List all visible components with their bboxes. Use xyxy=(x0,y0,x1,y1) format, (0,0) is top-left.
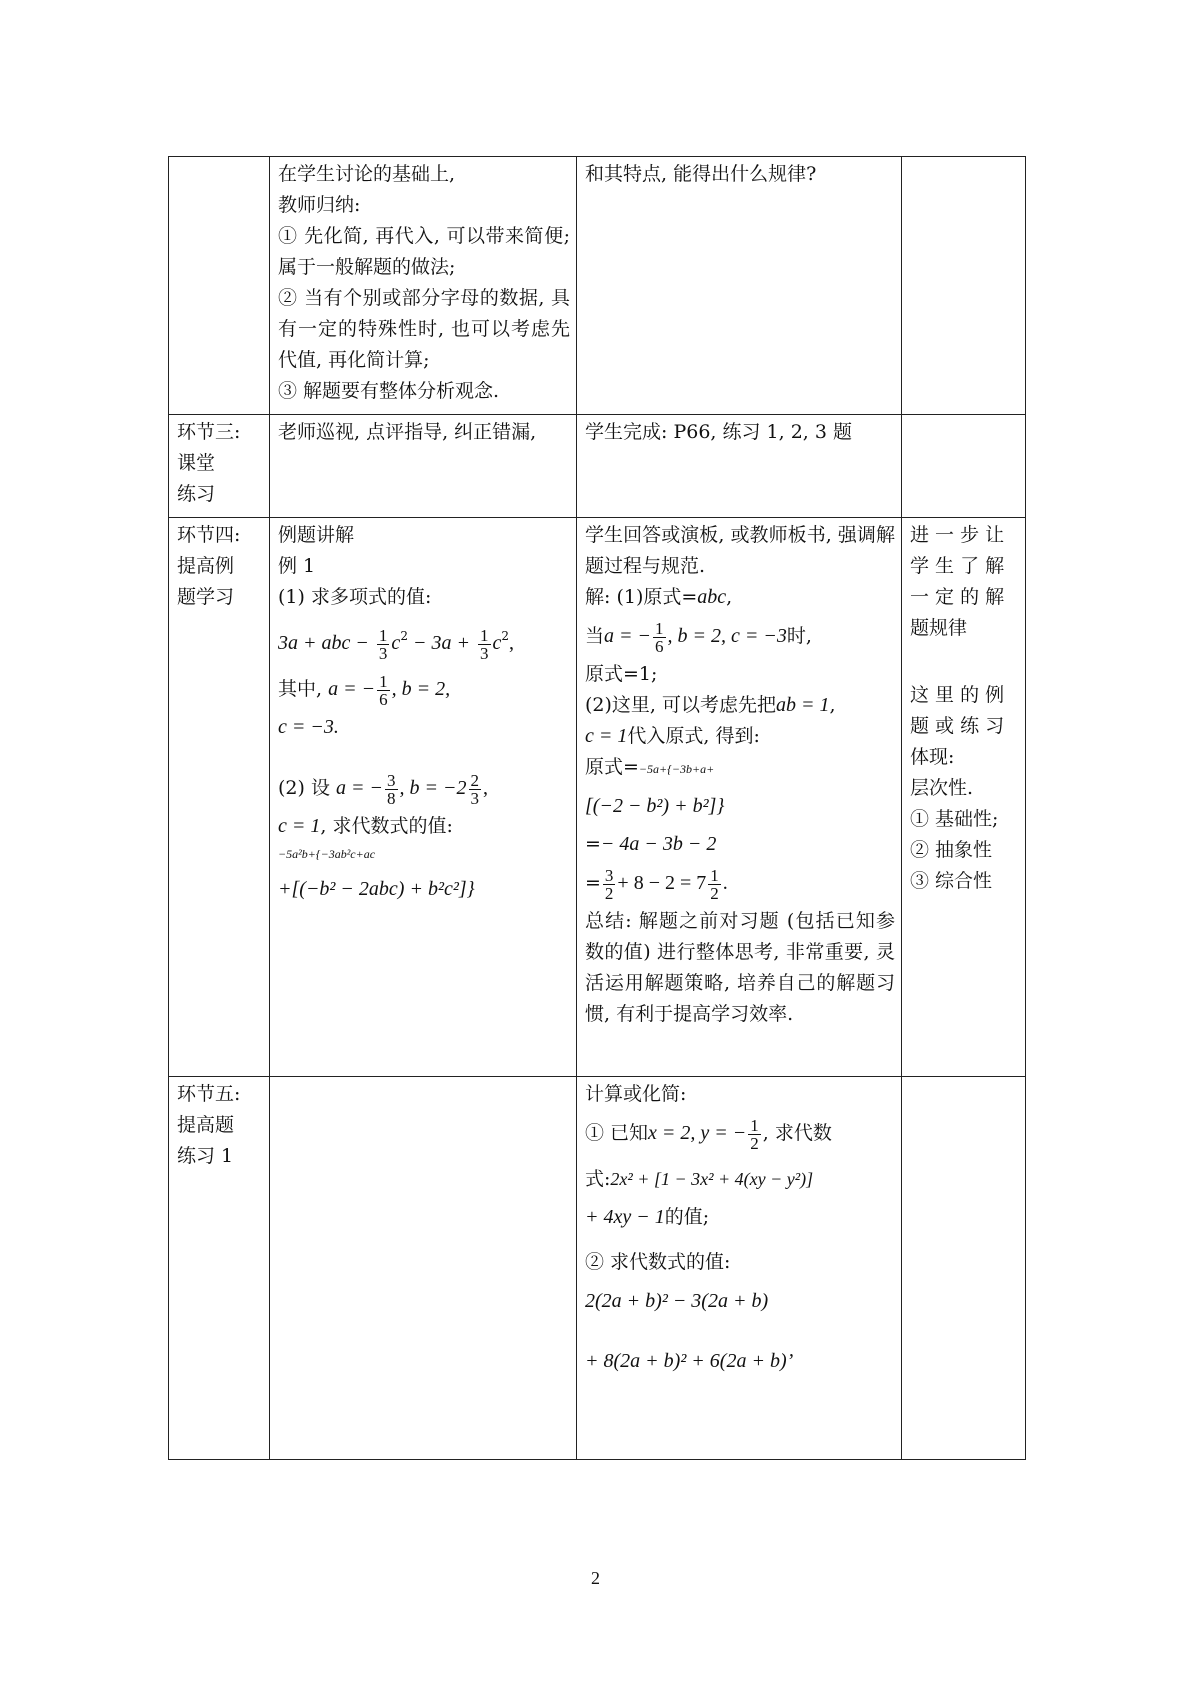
text-line: c = 1代入原式, 得到: xyxy=(585,725,760,747)
math-expression: 式:2x² + [1 − 3x² + 4(xy − y²)] xyxy=(585,1168,814,1190)
text-line: 学 生 了 解 xyxy=(910,555,1005,577)
math-expression: 当a = − $\frac{1}{6}$ , b = 2, c = −3时, xyxy=(585,618,812,656)
design-intent-cell xyxy=(902,1077,1026,1460)
text-line: 例题讲解 xyxy=(278,524,355,546)
math-expression: +[(−b² − 2abc) + b²c²]} xyxy=(278,878,475,900)
teacher-activity-cell xyxy=(270,157,577,415)
section-label: 课堂 xyxy=(177,452,216,474)
math-expression: (2) 设 a = − $\frac{3}{8}$ , b = −2 $\frac{2}{3}$ , xyxy=(278,770,489,808)
text-line: ③ 综合性 xyxy=(910,870,993,892)
section-label: 练习 1 xyxy=(177,1145,234,1167)
math-expression: [(−2 − b²) + b²]} xyxy=(585,795,725,817)
student-activity-cell xyxy=(577,518,902,1077)
student-activity-cell xyxy=(577,415,902,518)
text-line: 体现: xyxy=(910,746,955,768)
text-line: 层次性. xyxy=(910,777,974,799)
text-line: 题规律 xyxy=(910,617,968,639)
text-line: 和其特点, 能得出什么规律? xyxy=(585,163,817,185)
math-expression: 其中, a = − $\frac{1}{6}$ , b = 2, xyxy=(278,671,451,709)
text-line: ③ 解题要有整体分析观念. xyxy=(278,380,500,402)
teacher-activity-cell xyxy=(270,1077,577,1460)
text-line: 一 定 的 解 xyxy=(910,586,1005,608)
student-activity-cell xyxy=(577,157,902,415)
text-line: 教师归纳: xyxy=(278,194,361,216)
text-line: (1) 求多项式的值: xyxy=(278,586,432,608)
text-line: 计算或化简: xyxy=(585,1083,687,1105)
math-expression: 2(2a + b)² − 3(2a + b) xyxy=(585,1290,769,1312)
text-line: 这 里 的 例 xyxy=(910,684,1005,706)
teacher-activity-cell xyxy=(270,518,577,1077)
section-label: 提高题 xyxy=(177,1114,235,1136)
section-cell xyxy=(169,157,270,415)
text-line: 进 一 步 让 xyxy=(910,524,1005,546)
section-label: 练习 xyxy=(177,483,216,505)
section-label: 环节五: xyxy=(177,1083,241,1105)
page-number: 2 xyxy=(591,1568,600,1588)
text-line: ② 当有个别或部分字母的数据, 具有一定的特殊性时, 也可以考虑先代值, 再化简计算; xyxy=(278,287,570,371)
table-row xyxy=(169,518,1026,1077)
text-line: 例 1 xyxy=(278,555,316,577)
text-line: 老师巡视, 点评指导, 纠正错漏, xyxy=(278,421,537,443)
text-line: 原式=1; xyxy=(585,663,658,685)
table-row xyxy=(169,1077,1026,1460)
math-expression: c = 1, 求代数式的值: xyxy=(278,815,453,837)
math-expression: = $\frac{3}{2}$ + 8 − 2 = 7 $\frac{1}{2}$ . xyxy=(585,865,728,903)
text-line: 原式=−5a+{−3b+a+ xyxy=(585,756,715,778)
section-label: 提高例 xyxy=(177,555,235,577)
text-line: 题 或 练 习 xyxy=(910,715,1005,737)
math-expression: c = −3. xyxy=(278,716,339,738)
table-row xyxy=(169,157,1026,415)
text-line: 学生完成: P66, 练习 1, 2, 3 题 xyxy=(585,421,852,443)
math-expression: −5a²b+{−3ab²c+ac xyxy=(278,847,376,861)
text-line: 解: (1)原式=abc, xyxy=(585,586,733,608)
math-expression: + 8(2a + b)² + 6(2a + b)’ xyxy=(585,1350,794,1372)
section-cell xyxy=(169,415,270,518)
table-row xyxy=(169,415,1026,518)
math-expression: + 4xy − 1的值; xyxy=(585,1206,710,1228)
lesson-plan-table xyxy=(168,156,1026,1460)
text-line: ① 基础性; xyxy=(910,808,999,830)
math-expression: =− 4a − 3b − 2 xyxy=(585,833,717,855)
section-label: 环节四: xyxy=(177,524,241,546)
text-line: ② 抽象性 xyxy=(910,839,993,861)
section-label: 题学习 xyxy=(177,586,235,608)
text-line: (2)这里, 可以考虑先把ab = 1, xyxy=(585,694,836,716)
section-cell xyxy=(169,1077,270,1460)
text-line: ① 先化简, 再代入, 可以带来简便; 属于一般解题的做法; xyxy=(278,225,570,278)
student-activity-cell xyxy=(577,1077,902,1460)
math-expression: 3a + abc − $\frac{1}{3}$ $c^2 - 3a$ + $\frac{1}{3}$ $c^2$, xyxy=(278,625,515,663)
math-expression: ① 已知x = 2, y = − $\frac{1}{2}$ , 求代数 xyxy=(585,1115,832,1153)
design-intent-cell xyxy=(902,157,1026,415)
text-line: ② 求代数式的值: xyxy=(585,1251,731,1273)
design-intent-cell xyxy=(902,518,1026,1077)
design-intent-cell xyxy=(902,415,1026,518)
text-line: 在学生讨论的基础上, xyxy=(278,163,456,185)
section-label: 环节三: xyxy=(177,421,241,443)
teacher-activity-cell xyxy=(270,415,577,518)
section-cell xyxy=(169,518,270,1077)
summary-text: 总结: 解题之前对习题 (包括已知参数的值) 进行整体思考, 非常重要, 灵活运用解题策略, 培养自己的解题习惯, 有利于提高学习效率. xyxy=(585,910,895,1025)
text-line: 学生回答或演板, 或教师板书, 强调解题过程与规范. xyxy=(585,524,895,577)
